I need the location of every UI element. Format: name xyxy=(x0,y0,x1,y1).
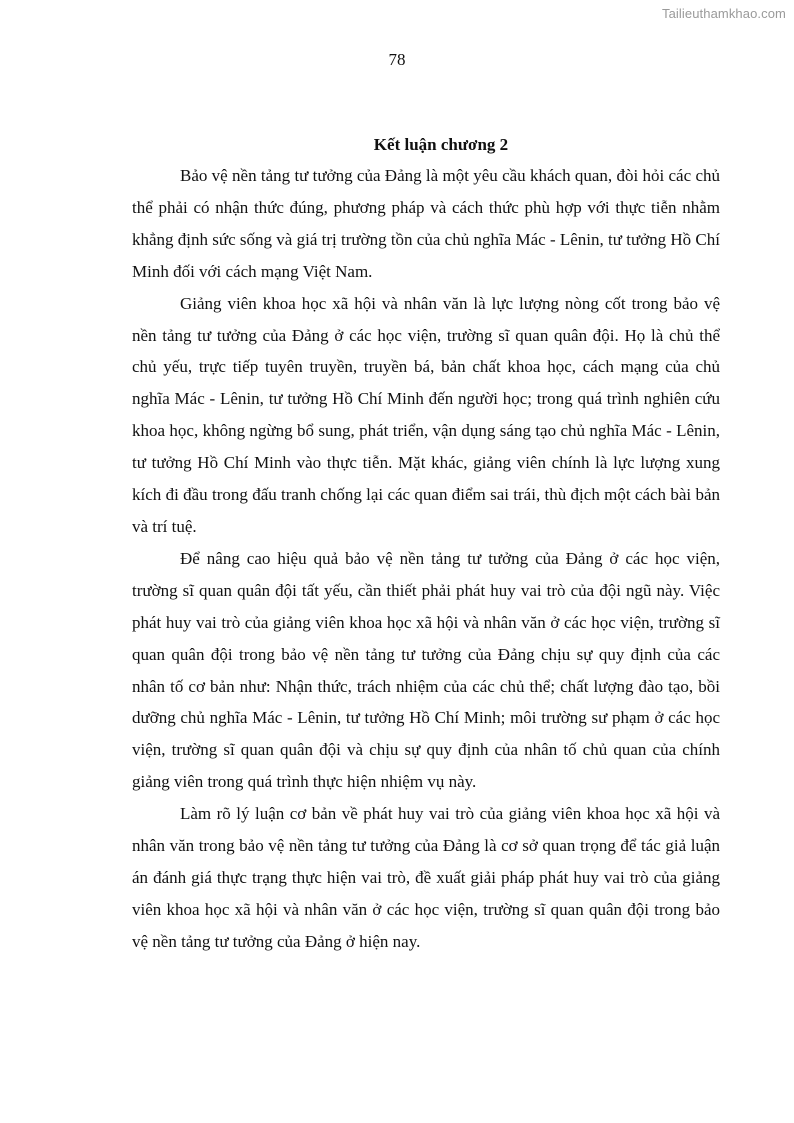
chapter-conclusion-title: Kết luận chương 2 xyxy=(373,135,509,154)
paragraph-2: Giảng viên khoa học xã hội và nhân văn là lực lượng nòng cốt trong bảo vệ nền tảng tư tưởng của Đảng ở các học viện, trường sĩ quan quân đội. Họ là chủ thể chủ yếu, trực tiếp tuyên truyền, truyền bá, bản chất khoa học, cách mạng của chủ nghĩa Mác - Lênin, tư tưởng Hồ Chí Minh đến người học; trong quá trình nghiên cứu khoa học, không ngừng bổ sung, phát triển, vận dụng sáng tạo chủ nghĩa Mác - Lênin, tư tưởng Hồ Chí Minh vào thực tiễn. Mặt khác, giảng viên chính là lực lượng xung kích đi đầu trong đấu tranh chống lại các quan điểm sai trái, thù địch một cách bài bản và trí tuệ. xyxy=(132,293,720,536)
document-body xyxy=(132,130,720,958)
paragraph-4: Làm rõ lý luận cơ bản về phát huy vai trò của giảng viên khoa học xã hội và nhân văn trong bảo vệ nền tảng tư tưởng của Đảng là cơ sở quan trọng để tác giả luận án đánh giá thực trạng thực hiện vai trò, đề xuất giải pháp phát huy vai trò của giảng viên khoa học xã hội và nhân văn ở các học viện, trường sĩ quan quân đội trong bảo vệ nền tảng tư tưởng của Đảng ở hiện nay. xyxy=(132,804,720,951)
watermark: Tailieuthamkhao.com xyxy=(661,6,786,21)
paragraph-1: Bảo vệ nền tảng tư tưởng của Đảng là một yêu cầu khách quan, đòi hỏi các chủ thể phải có nhận thức đúng, phương pháp và cách thức phù hợp với thực tiễn nhằm khẳng định sức sống và giá trị trường tồn của chủ nghĩa Mác - Lênin, tư tưởng Hồ Chí Minh đối với cách mạng Việt Nam. xyxy=(132,166,720,281)
page-number: 78 xyxy=(388,50,406,69)
paragraph-3: Để nâng cao hiệu quả bảo vệ nền tảng tư tưởng của Đảng ở các học viện, trường sĩ quan quân đội tất yếu, cần thiết phải phát huy vai trò của đội ngũ này. Việc phát huy vai trò của giảng viên khoa học xã hội và nhân văn ở các học viện, trường sĩ quan quân đội trong bảo vệ nền tảng tư tưởng của Đảng chịu sự quy định của các nhân tố cơ bản như: Nhận thức, trách nhiệm của các chủ thể; chất lượng đào tạo, bồi dưỡng chủ nghĩa Mác - Lênin, tư tưởng Hồ Chí Minh; môi trường sư phạm ở các học viện, trường sĩ quan quân đội và chịu sự quy định của nhân tố chủ quan của chính giảng viên trong quá trình thực hiện nhiệm vụ này. xyxy=(132,548,720,792)
